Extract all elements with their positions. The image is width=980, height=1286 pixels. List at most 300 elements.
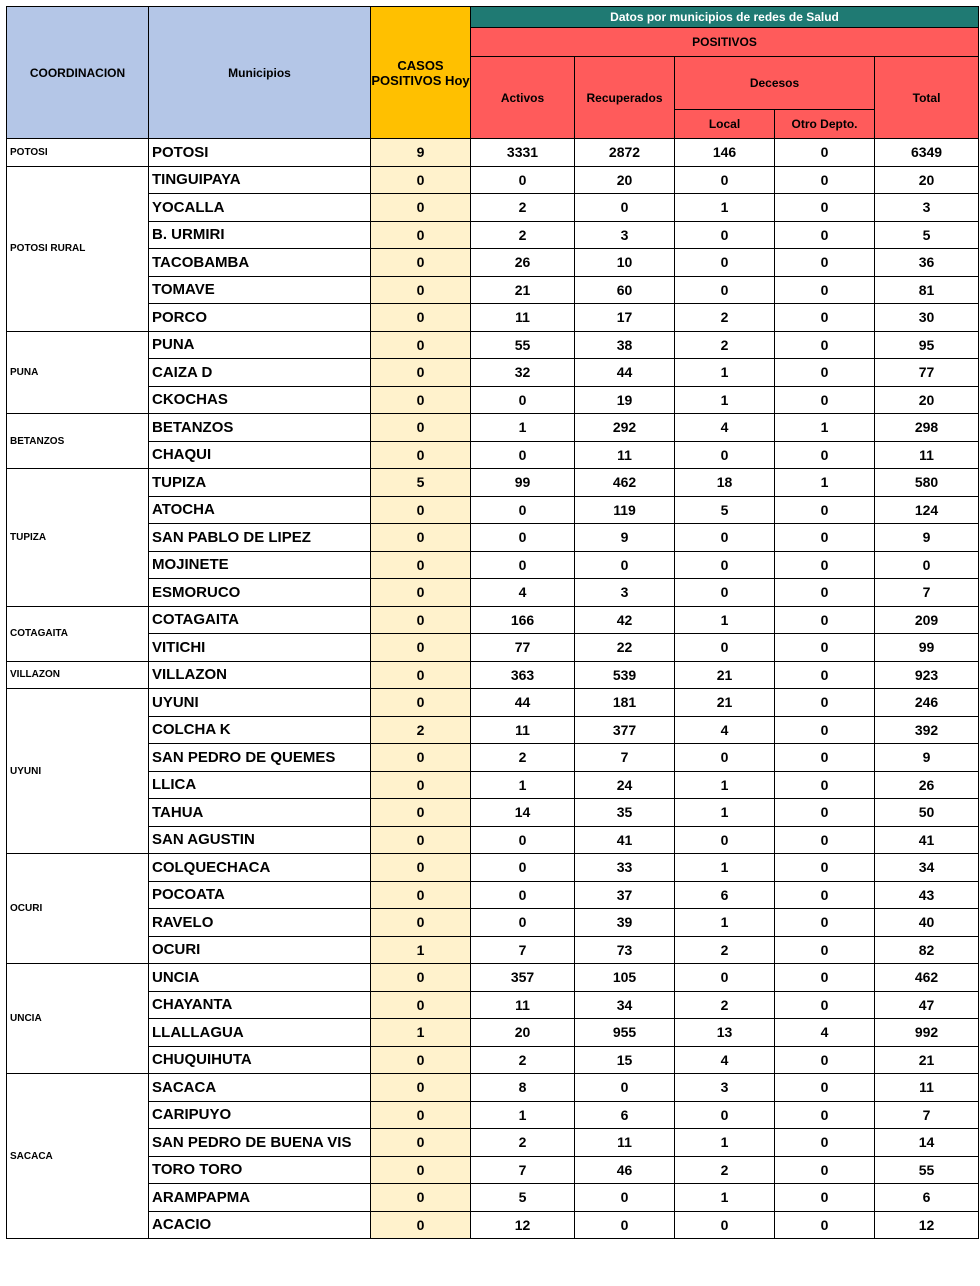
activos-cell: 0 bbox=[471, 826, 575, 854]
decesos-local-cell: 2 bbox=[675, 991, 775, 1019]
casos-hoy-cell: 0 bbox=[371, 441, 471, 469]
total-cell: 20 bbox=[875, 386, 979, 414]
municipio-cell: SAN AGUSTIN bbox=[149, 826, 371, 854]
decesos-otro-depto-cell: 0 bbox=[775, 551, 875, 579]
coordinacion-cell: PUNA bbox=[7, 331, 149, 414]
datos-title-header: Datos por municipios de redes de Salud bbox=[471, 7, 979, 28]
decesos-local-cell: 1 bbox=[675, 771, 775, 799]
table-body bbox=[7, 139, 979, 1239]
table-row bbox=[7, 1211, 979, 1239]
table-row bbox=[7, 496, 979, 524]
recuperados-header: Recuperados bbox=[575, 57, 675, 139]
casos-hoy-cell: 0 bbox=[371, 881, 471, 909]
activos-cell: 2 bbox=[471, 1046, 575, 1074]
decesos-otro-depto-cell: 4 bbox=[775, 1019, 875, 1047]
table-row bbox=[7, 551, 979, 579]
recuperados-cell: 119 bbox=[575, 496, 675, 524]
decesos-local-cell: 0 bbox=[675, 579, 775, 607]
municipio-cell: CHUQUIHUTA bbox=[149, 1046, 371, 1074]
total-cell: 34 bbox=[875, 854, 979, 882]
municipio-cell: CAIZA D bbox=[149, 359, 371, 387]
activos-cell: 7 bbox=[471, 1156, 575, 1184]
municipio-cell: POTOSI bbox=[149, 139, 371, 167]
municipio-cell: CKOCHAS bbox=[149, 386, 371, 414]
total-cell: 580 bbox=[875, 469, 979, 497]
casos-hoy-cell: 0 bbox=[371, 579, 471, 607]
total-cell: 55 bbox=[875, 1156, 979, 1184]
table-row bbox=[7, 194, 979, 222]
decesos-local-cell: 0 bbox=[675, 1101, 775, 1129]
municipio-cell: SAN PABLO DE LIPEZ bbox=[149, 524, 371, 552]
casos-hoy-cell: 0 bbox=[371, 689, 471, 717]
recuperados-cell: 0 bbox=[575, 551, 675, 579]
casos-hoy-header: CASOS POSITIVOS Hoy bbox=[371, 7, 471, 139]
activos-cell: 20 bbox=[471, 1019, 575, 1047]
decesos-local-cell: 6 bbox=[675, 881, 775, 909]
casos-hoy-cell: 0 bbox=[371, 1156, 471, 1184]
activos-cell: 0 bbox=[471, 386, 575, 414]
municipio-cell: SACACA bbox=[149, 1074, 371, 1102]
decesos-otro-depto-cell: 1 bbox=[775, 469, 875, 497]
recuperados-cell: 24 bbox=[575, 771, 675, 799]
decesos-local-cell: 1 bbox=[675, 359, 775, 387]
total-cell: 12 bbox=[875, 1211, 979, 1239]
table-row bbox=[7, 716, 979, 744]
table-row bbox=[7, 744, 979, 772]
decesos-local-cell: 0 bbox=[675, 964, 775, 992]
total-cell: 7 bbox=[875, 579, 979, 607]
municipio-cell: CARIPUYO bbox=[149, 1101, 371, 1129]
recuperados-cell: 10 bbox=[575, 249, 675, 277]
municipio-cell: ACACIO bbox=[149, 1211, 371, 1239]
total-cell: 392 bbox=[875, 716, 979, 744]
municipio-cell: LLICA bbox=[149, 771, 371, 799]
activos-cell: 55 bbox=[471, 331, 575, 359]
decesos-otro-depto-cell: 0 bbox=[775, 441, 875, 469]
decesos-local-cell: 0 bbox=[675, 221, 775, 249]
activos-cell: 44 bbox=[471, 689, 575, 717]
decesos-header: Decesos bbox=[675, 57, 875, 110]
activos-cell: 363 bbox=[471, 661, 575, 689]
municipio-cell: COLQUECHACA bbox=[149, 854, 371, 882]
recuperados-cell: 41 bbox=[575, 826, 675, 854]
coordinacion-cell: BETANZOS bbox=[7, 414, 149, 469]
decesos-otro-depto-cell: 0 bbox=[775, 194, 875, 222]
recuperados-cell: 3 bbox=[575, 579, 675, 607]
municipio-cell: SAN PEDRO DE QUEMES bbox=[149, 744, 371, 772]
coordinacion-cell: VILLAZON bbox=[7, 661, 149, 689]
decesos-local-cell: 4 bbox=[675, 414, 775, 442]
table-row bbox=[7, 1129, 979, 1157]
total-cell: 923 bbox=[875, 661, 979, 689]
activos-cell: 1 bbox=[471, 771, 575, 799]
municipio-cell: BETANZOS bbox=[149, 414, 371, 442]
decesos-otro-depto-cell: 0 bbox=[775, 386, 875, 414]
casos-hoy-cell: 0 bbox=[371, 414, 471, 442]
decesos-local-cell: 1 bbox=[675, 909, 775, 937]
municipio-cell: COLCHA K bbox=[149, 716, 371, 744]
total-cell: 99 bbox=[875, 634, 979, 662]
municipio-cell: RAVELO bbox=[149, 909, 371, 937]
recuperados-cell: 292 bbox=[575, 414, 675, 442]
recuperados-cell: 539 bbox=[575, 661, 675, 689]
decesos-otro-depto-cell: 0 bbox=[775, 579, 875, 607]
table-row bbox=[7, 166, 979, 194]
decesos-otro-depto-cell: 0 bbox=[775, 634, 875, 662]
table-row bbox=[7, 771, 979, 799]
recuperados-cell: 0 bbox=[575, 194, 675, 222]
municipio-cell: MOJINETE bbox=[149, 551, 371, 579]
decesos-local-cell: 0 bbox=[675, 441, 775, 469]
table-row bbox=[7, 386, 979, 414]
recuperados-cell: 34 bbox=[575, 991, 675, 1019]
table-row bbox=[7, 1019, 979, 1047]
decesos-otro-depto-cell: 0 bbox=[775, 936, 875, 964]
table-row bbox=[7, 249, 979, 277]
table-row bbox=[7, 881, 979, 909]
activos-cell: 99 bbox=[471, 469, 575, 497]
total-cell: 7 bbox=[875, 1101, 979, 1129]
recuperados-cell: 17 bbox=[575, 304, 675, 332]
local-header: Local bbox=[675, 110, 775, 139]
table-row bbox=[7, 689, 979, 717]
total-cell: 14 bbox=[875, 1129, 979, 1157]
total-cell: 9 bbox=[875, 524, 979, 552]
decesos-local-cell: 3 bbox=[675, 1074, 775, 1102]
recuperados-cell: 11 bbox=[575, 1129, 675, 1157]
recuperados-cell: 0 bbox=[575, 1211, 675, 1239]
recuperados-cell: 377 bbox=[575, 716, 675, 744]
decesos-local-cell: 2 bbox=[675, 304, 775, 332]
decesos-otro-depto-cell: 0 bbox=[775, 496, 875, 524]
casos-hoy-cell: 0 bbox=[371, 771, 471, 799]
casos-hoy-cell: 0 bbox=[371, 1184, 471, 1212]
casos-hoy-cell: 0 bbox=[371, 1101, 471, 1129]
coordinacion-cell: POTOSI bbox=[7, 139, 149, 167]
activos-cell: 0 bbox=[471, 881, 575, 909]
decesos-otro-depto-cell: 0 bbox=[775, 909, 875, 937]
recuperados-cell: 44 bbox=[575, 359, 675, 387]
decesos-local-cell: 0 bbox=[675, 524, 775, 552]
decesos-local-cell: 1 bbox=[675, 606, 775, 634]
table-row bbox=[7, 661, 979, 689]
recuperados-cell: 33 bbox=[575, 854, 675, 882]
municipio-cell: SAN PEDRO DE BUENA VIS bbox=[149, 1129, 371, 1157]
casos-hoy-cell: 0 bbox=[371, 221, 471, 249]
recuperados-cell: 35 bbox=[575, 799, 675, 827]
decesos-local-cell: 4 bbox=[675, 1046, 775, 1074]
casos-hoy-cell: 0 bbox=[371, 359, 471, 387]
recuperados-cell: 39 bbox=[575, 909, 675, 937]
recuperados-cell: 42 bbox=[575, 606, 675, 634]
recuperados-cell: 73 bbox=[575, 936, 675, 964]
decesos-otro-depto-cell: 0 bbox=[775, 331, 875, 359]
total-cell: 41 bbox=[875, 826, 979, 854]
total-cell: 6349 bbox=[875, 139, 979, 167]
coordinacion-cell: COTAGAITA bbox=[7, 606, 149, 661]
total-cell: 82 bbox=[875, 936, 979, 964]
table-row bbox=[7, 331, 979, 359]
total-cell: 95 bbox=[875, 331, 979, 359]
decesos-otro-depto-cell: 1 bbox=[775, 414, 875, 442]
decesos-local-cell: 2 bbox=[675, 936, 775, 964]
decesos-otro-depto-cell: 0 bbox=[775, 854, 875, 882]
table-row bbox=[7, 799, 979, 827]
municipio-cell: UNCIA bbox=[149, 964, 371, 992]
decesos-otro-depto-cell: 0 bbox=[775, 881, 875, 909]
casos-hoy-cell: 0 bbox=[371, 1211, 471, 1239]
activos-cell: 2 bbox=[471, 221, 575, 249]
recuperados-cell: 15 bbox=[575, 1046, 675, 1074]
table-row bbox=[7, 221, 979, 249]
municipio-cell: UYUNI bbox=[149, 689, 371, 717]
recuperados-cell: 60 bbox=[575, 276, 675, 304]
total-cell: 20 bbox=[875, 166, 979, 194]
total-cell: 6 bbox=[875, 1184, 979, 1212]
activos-cell: 0 bbox=[471, 496, 575, 524]
decesos-local-cell: 0 bbox=[675, 276, 775, 304]
decesos-otro-depto-cell: 0 bbox=[775, 1101, 875, 1129]
municipios-header: Municipios bbox=[149, 7, 371, 139]
activos-cell: 0 bbox=[471, 551, 575, 579]
activos-cell: 77 bbox=[471, 634, 575, 662]
decesos-local-cell: 13 bbox=[675, 1019, 775, 1047]
recuperados-cell: 955 bbox=[575, 1019, 675, 1047]
table-row bbox=[7, 1046, 979, 1074]
decesos-local-cell: 4 bbox=[675, 716, 775, 744]
table-row bbox=[7, 1184, 979, 1212]
municipio-cell: POCOATA bbox=[149, 881, 371, 909]
coordinacion-cell: POTOSI RURAL bbox=[7, 166, 149, 331]
recuperados-cell: 11 bbox=[575, 441, 675, 469]
activos-cell: 12 bbox=[471, 1211, 575, 1239]
activos-header: Activos bbox=[471, 57, 575, 139]
table-row bbox=[7, 634, 979, 662]
casos-hoy-cell: 0 bbox=[371, 991, 471, 1019]
recuperados-cell: 9 bbox=[575, 524, 675, 552]
total-cell: 0 bbox=[875, 551, 979, 579]
total-cell: 9 bbox=[875, 744, 979, 772]
decesos-local-cell: 0 bbox=[675, 826, 775, 854]
activos-cell: 2 bbox=[471, 194, 575, 222]
decesos-local-cell: 18 bbox=[675, 469, 775, 497]
activos-cell: 0 bbox=[471, 909, 575, 937]
table-row bbox=[7, 276, 979, 304]
casos-hoy-cell: 0 bbox=[371, 386, 471, 414]
recuperados-cell: 7 bbox=[575, 744, 675, 772]
table-row bbox=[7, 441, 979, 469]
municipio-cell: PUNA bbox=[149, 331, 371, 359]
activos-cell: 3331 bbox=[471, 139, 575, 167]
coordinacion-cell: SACACA bbox=[7, 1074, 149, 1239]
activos-cell: 32 bbox=[471, 359, 575, 387]
total-header: Total bbox=[875, 57, 979, 139]
decesos-local-cell: 0 bbox=[675, 551, 775, 579]
casos-hoy-cell: 0 bbox=[371, 276, 471, 304]
table-row bbox=[7, 1074, 979, 1102]
coordinacion-cell: UNCIA bbox=[7, 964, 149, 1074]
decesos-otro-depto-cell: 0 bbox=[775, 716, 875, 744]
activos-cell: 7 bbox=[471, 936, 575, 964]
casos-hoy-cell: 0 bbox=[371, 606, 471, 634]
decesos-local-cell: 0 bbox=[675, 166, 775, 194]
activos-cell: 1 bbox=[471, 414, 575, 442]
recuperados-cell: 38 bbox=[575, 331, 675, 359]
casos-hoy-cell: 0 bbox=[371, 1046, 471, 1074]
decesos-otro-depto-cell: 0 bbox=[775, 1184, 875, 1212]
covid-data-table bbox=[6, 6, 979, 1239]
recuperados-cell: 37 bbox=[575, 881, 675, 909]
positivos-header: POSITIVOS bbox=[471, 28, 979, 57]
decesos-otro-depto-cell: 0 bbox=[775, 524, 875, 552]
casos-hoy-cell: 0 bbox=[371, 551, 471, 579]
casos-hoy-cell: 0 bbox=[371, 744, 471, 772]
casos-hoy-cell: 0 bbox=[371, 194, 471, 222]
recuperados-cell: 0 bbox=[575, 1074, 675, 1102]
activos-cell: 0 bbox=[471, 524, 575, 552]
recuperados-cell: 0 bbox=[575, 1184, 675, 1212]
municipio-cell: LLALLAGUA bbox=[149, 1019, 371, 1047]
casos-hoy-cell: 0 bbox=[371, 826, 471, 854]
table-row bbox=[7, 304, 979, 332]
otro-depto-header: Otro Depto. bbox=[775, 110, 875, 139]
recuperados-cell: 3 bbox=[575, 221, 675, 249]
casos-hoy-cell: 0 bbox=[371, 1074, 471, 1102]
municipio-cell: VITICHI bbox=[149, 634, 371, 662]
table-row bbox=[7, 991, 979, 1019]
decesos-local-cell: 1 bbox=[675, 386, 775, 414]
municipio-cell: VILLAZON bbox=[149, 661, 371, 689]
decesos-otro-depto-cell: 0 bbox=[775, 221, 875, 249]
municipio-cell: CHAQUI bbox=[149, 441, 371, 469]
casos-hoy-cell: 0 bbox=[371, 166, 471, 194]
casos-hoy-cell: 0 bbox=[371, 964, 471, 992]
total-cell: 124 bbox=[875, 496, 979, 524]
total-cell: 3 bbox=[875, 194, 979, 222]
recuperados-cell: 105 bbox=[575, 964, 675, 992]
table-row bbox=[7, 606, 979, 634]
municipio-cell: CHAYANTA bbox=[149, 991, 371, 1019]
casos-hoy-cell: 0 bbox=[371, 249, 471, 277]
decesos-otro-depto-cell: 0 bbox=[775, 826, 875, 854]
recuperados-cell: 6 bbox=[575, 1101, 675, 1129]
municipio-cell: ESMORUCO bbox=[149, 579, 371, 607]
decesos-otro-depto-cell: 0 bbox=[775, 606, 875, 634]
municipio-cell: TUPIZA bbox=[149, 469, 371, 497]
total-cell: 43 bbox=[875, 881, 979, 909]
casos-hoy-cell: 0 bbox=[371, 799, 471, 827]
activos-cell: 14 bbox=[471, 799, 575, 827]
decesos-otro-depto-cell: 0 bbox=[775, 166, 875, 194]
decesos-local-cell: 2 bbox=[675, 1156, 775, 1184]
decesos-local-cell: 146 bbox=[675, 139, 775, 167]
recuperados-cell: 22 bbox=[575, 634, 675, 662]
casos-hoy-cell: 0 bbox=[371, 661, 471, 689]
recuperados-cell: 462 bbox=[575, 469, 675, 497]
decesos-otro-depto-cell: 0 bbox=[775, 771, 875, 799]
decesos-otro-depto-cell: 0 bbox=[775, 276, 875, 304]
casos-hoy-cell: 0 bbox=[371, 524, 471, 552]
recuperados-cell: 20 bbox=[575, 166, 675, 194]
casos-hoy-cell: 0 bbox=[371, 634, 471, 662]
decesos-otro-depto-cell: 0 bbox=[775, 991, 875, 1019]
total-cell: 5 bbox=[875, 221, 979, 249]
activos-cell: 2 bbox=[471, 1129, 575, 1157]
casos-hoy-cell: 0 bbox=[371, 1129, 471, 1157]
municipio-cell: TAHUA bbox=[149, 799, 371, 827]
recuperados-cell: 2872 bbox=[575, 139, 675, 167]
total-cell: 246 bbox=[875, 689, 979, 717]
municipio-cell: TINGUIPAYA bbox=[149, 166, 371, 194]
activos-cell: 166 bbox=[471, 606, 575, 634]
municipio-cell: TACOBAMBA bbox=[149, 249, 371, 277]
coordinacion-cell: UYUNI bbox=[7, 689, 149, 854]
table-header bbox=[7, 7, 979, 139]
activos-cell: 11 bbox=[471, 716, 575, 744]
total-cell: 992 bbox=[875, 1019, 979, 1047]
decesos-local-cell: 1 bbox=[675, 194, 775, 222]
decesos-otro-depto-cell: 0 bbox=[775, 744, 875, 772]
decesos-local-cell: 1 bbox=[675, 799, 775, 827]
casos-hoy-cell: 1 bbox=[371, 1019, 471, 1047]
activos-cell: 8 bbox=[471, 1074, 575, 1102]
total-cell: 50 bbox=[875, 799, 979, 827]
table-row bbox=[7, 964, 979, 992]
municipio-cell: TOMAVE bbox=[149, 276, 371, 304]
activos-cell: 2 bbox=[471, 744, 575, 772]
casos-hoy-cell: 0 bbox=[371, 331, 471, 359]
casos-hoy-cell: 0 bbox=[371, 854, 471, 882]
table-row bbox=[7, 1156, 979, 1184]
casos-hoy-cell: 0 bbox=[371, 304, 471, 332]
total-cell: 36 bbox=[875, 249, 979, 277]
activos-cell: 0 bbox=[471, 854, 575, 882]
total-cell: 11 bbox=[875, 1074, 979, 1102]
table-row bbox=[7, 469, 979, 497]
recuperados-cell: 19 bbox=[575, 386, 675, 414]
activos-cell: 11 bbox=[471, 991, 575, 1019]
decesos-local-cell: 1 bbox=[675, 1184, 775, 1212]
municipio-cell: B. URMIRI bbox=[149, 221, 371, 249]
decesos-otro-depto-cell: 0 bbox=[775, 304, 875, 332]
total-cell: 298 bbox=[875, 414, 979, 442]
decesos-local-cell: 0 bbox=[675, 249, 775, 277]
total-cell: 11 bbox=[875, 441, 979, 469]
decesos-local-cell: 1 bbox=[675, 854, 775, 882]
total-cell: 462 bbox=[875, 964, 979, 992]
decesos-local-cell: 5 bbox=[675, 496, 775, 524]
activos-cell: 21 bbox=[471, 276, 575, 304]
activos-cell: 4 bbox=[471, 579, 575, 607]
municipio-cell: YOCALLA bbox=[149, 194, 371, 222]
coordinacion-cell: OCURI bbox=[7, 854, 149, 964]
total-cell: 40 bbox=[875, 909, 979, 937]
decesos-otro-depto-cell: 0 bbox=[775, 249, 875, 277]
municipio-cell: PORCO bbox=[149, 304, 371, 332]
table-row bbox=[7, 139, 979, 167]
decesos-otro-depto-cell: 0 bbox=[775, 964, 875, 992]
decesos-otro-depto-cell: 0 bbox=[775, 689, 875, 717]
total-cell: 81 bbox=[875, 276, 979, 304]
municipio-cell: TORO TORO bbox=[149, 1156, 371, 1184]
activos-cell: 357 bbox=[471, 964, 575, 992]
municipio-cell: OCURI bbox=[149, 936, 371, 964]
decesos-local-cell: 2 bbox=[675, 331, 775, 359]
table-row bbox=[7, 579, 979, 607]
decesos-local-cell: 0 bbox=[675, 744, 775, 772]
table-row bbox=[7, 936, 979, 964]
decesos-otro-depto-cell: 0 bbox=[775, 1129, 875, 1157]
